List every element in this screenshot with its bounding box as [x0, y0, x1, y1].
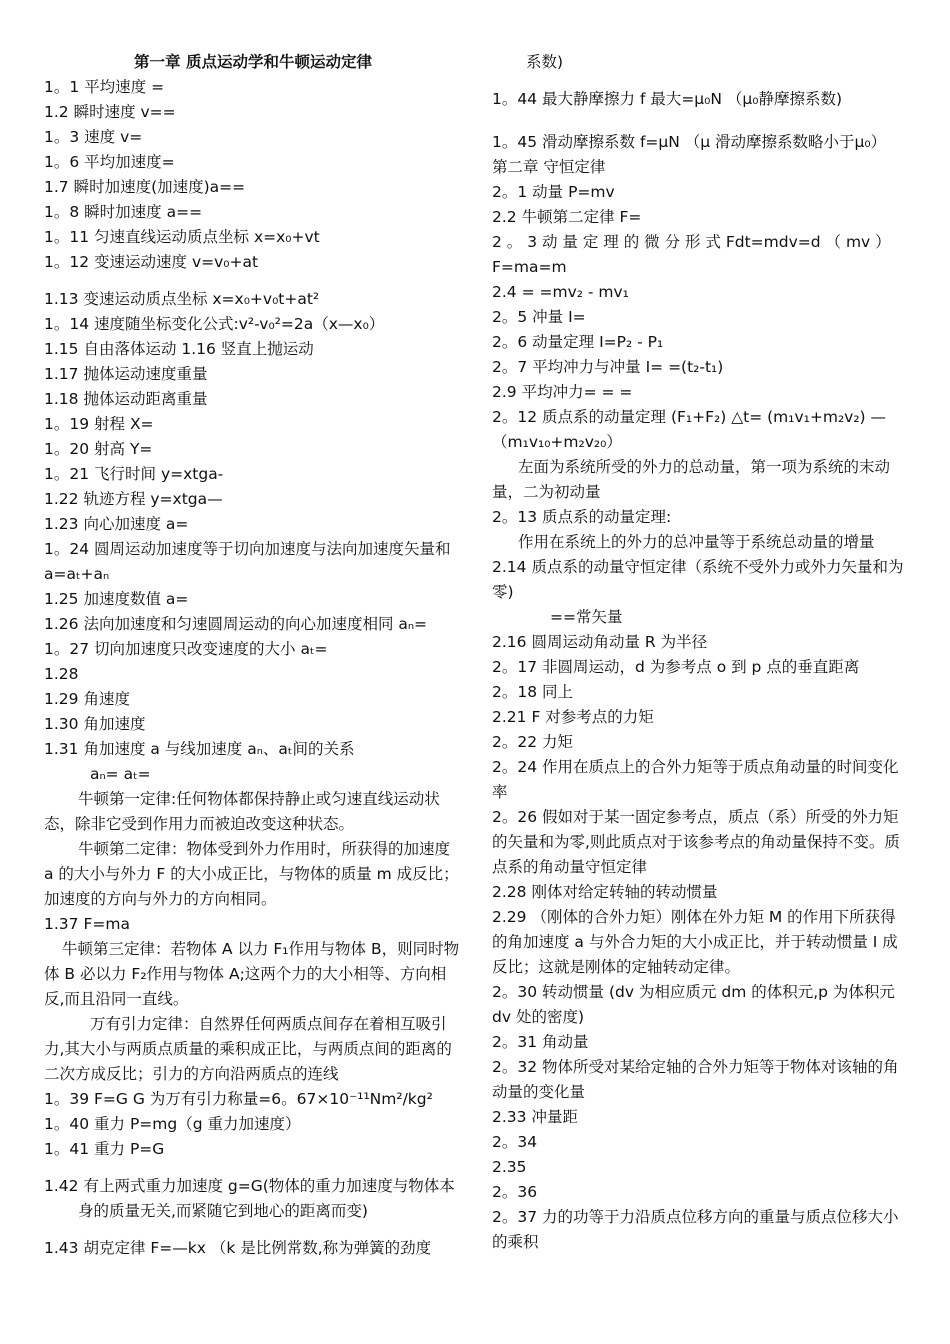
formula-line: 1.30 角加速度 [44, 715, 146, 733]
formula-line: 2.16 圆周运动角动量 R 为半径 [492, 633, 708, 651]
law-paragraph: 牛顿第二定律：物体受到外力作用时，所获得的加速度 a 的大小与外力 F 的大小成正比，与物体的质量 m 成反比；加速度的方向与外力的方向相同。 [44, 840, 459, 908]
formula-line: 2.4 = =mv₂ - mv₁ [492, 283, 629, 301]
formula-paragraph: 2。32 物体所受对某给定轴的合外力矩等于物体对该轴的角动量的变化量 [492, 1058, 899, 1101]
formula-line: 1.25 加速度数值 a= [44, 590, 189, 608]
formula-line: 2。6 动量定理 I=P₂ - P₁ [492, 333, 664, 351]
formula-line: 1。1 平均速度 = [44, 78, 165, 96]
explanation-paragraph: 左面为系统所受的外力的总动量，第一项为系统的末动量，二为初动量 [492, 458, 891, 501]
formula-line: 1.15 自由落体运动 1.16 竖直上抛运动 [44, 340, 314, 358]
formula-paragraph: 2.29 （刚体的合外力矩）刚体在外力矩 M 的作用下所获得的角加速度 a 与外合力矩的大小成正比，并于转动惯量 I 成反比；这就是刚体的定轴转动定律。 [492, 908, 898, 976]
formula-line: 1.22 轨迹方程 y=xtga— [44, 490, 223, 508]
formula-line: 1。44 最大静摩擦力 f 最大=μ₀N （μ₀静摩擦系数) [492, 90, 843, 108]
formula-line: 1。3 速度 v= [44, 128, 143, 146]
formula-line: 1.26 法向加速度和匀速圆周运动的向心加速度相同 aₙ= [44, 615, 428, 633]
formula-line: 1。12 变速运动速度 v=v₀+at [44, 253, 259, 271]
formula-line: 1.31 角加速度 a 与线加速度 aₙ、aₜ间的关系 [44, 740, 355, 758]
formula-line: 2.28 刚体对给定转轴的转动惯量 [492, 883, 718, 901]
formula-line: 1.7 瞬时加速度(加速度)a== [44, 178, 246, 196]
formula-line: 2.9 平均冲力= = = [492, 383, 633, 401]
formula-line: 1.13 变速运动质点坐标 x=x₀+v₀t+at² [44, 290, 320, 308]
formula-paragraph: 1。45 滑动摩擦系数 f=μN （μ 滑动摩擦系数略小于μ₀） [492, 133, 887, 151]
formula-paragraph: 2。24 作用在质点上的合外力矩等于质点角动量的时间变化率 [492, 758, 899, 801]
formula-line: 1.37 F=ma [44, 915, 130, 933]
formula-line: 2.2 牛顿第二定律 F= [492, 208, 642, 226]
formula-line: 1。11 匀速直线运动质点坐标 x=x₀+vt [44, 228, 320, 246]
left-column [44, 50, 462, 1261]
formula-paragraph: 2。37 力的功等于力沿质点位移方向的重量与质点位移大小的乘积 [492, 1208, 899, 1251]
formula-paragraph: 2 。 3 动 量 定 理 的 微 分 形 式 Fdt=mdv=d （ mv ）F=ma=m [492, 233, 891, 276]
formula-line: 1。41 重力 P=G [44, 1140, 165, 1158]
formula-line: 2。17 非圆周运动，d 为参考点 o 到 p 点的垂直距离 [492, 658, 860, 676]
law-paragraph: 牛顿第一定律:任何物体都保持静止或匀速直线运动状态，除非它受到作用力而被迫改变这种状态。 [44, 790, 440, 833]
chapter-title: 第二章 守恒定律 [492, 158, 606, 176]
formula-line: 1.18 抛体运动距离重量 [44, 390, 208, 408]
formula-paragraph: 2。12 质点系的动量定理 (F₁+F₂) △t= (m₁v₁+m₂v₂) —（m₁v₁₀+m₂v₂₀） [492, 408, 887, 451]
formula-line: 1。40 重力 P=mg（g 重力加速度） [44, 1115, 301, 1133]
formula-line: 2。18 同上 [492, 683, 574, 701]
formula-line: 1.28 [44, 665, 79, 683]
formula-line: 2。36 [492, 1183, 538, 1201]
formula-line: 1。39 F=G G 为万有引力称量=6。67×10⁻¹¹Nm²/kg² [44, 1090, 433, 1108]
formula-line: ==常矢量 [550, 608, 623, 626]
formula-line: 1。6 平均加速度= [44, 153, 175, 171]
formula-line: 1。27 切向加速度只改变速度的大小 aₜ= [44, 640, 328, 658]
formula-line: 1。19 射程 X= [44, 415, 154, 433]
formula-line: 1.29 角速度 [44, 690, 130, 708]
formula-line: 系数) [526, 53, 564, 71]
formula-line: 作用在系统上的外力的总冲量等于系统总动量的增量 [518, 533, 875, 551]
formula-line: 2.33 冲量距 [492, 1108, 578, 1126]
formula-line: 2.35 [492, 1158, 527, 1176]
formula-line: 2。13 质点系的动量定理: [492, 508, 672, 526]
formula-line: 2。22 力矩 [492, 733, 574, 751]
formula-paragraph: 2。30 转动惯量 (dv 为相应质元 dm 的体积元,p 为体积元 dv 处的密度) [492, 983, 895, 1026]
formula-paragraph: 1。24 圆周运动加速度等于切向加速度与法向加速度矢量和 a=aₜ+aₙ [44, 540, 451, 583]
right-column [492, 50, 910, 1255]
law-paragraph: 牛顿第三定律：若物体 A 以力 F₁作用与物体 B，则同时物体 B 必以力 F₂作用与物体 A;这两个力的大小相等、方向相反,而且沿同一直线。 [44, 940, 460, 1008]
formula-line: aₙ= aₜ= [90, 765, 151, 783]
formula-paragraph: 2.14 质点系的动量守恒定律（系统不受外力或外力矢量和为零) [492, 558, 904, 601]
formula-line: 1。8 瞬时加速度 a== [44, 203, 203, 221]
formula-line: 1。20 射高 Y= [44, 440, 153, 458]
formula-line: 1。14 速度随坐标变化公式:v²-v₀²=2a（x—x₀） [44, 315, 385, 333]
formula-line: 1。21 飞行时间 y=xtga- [44, 465, 224, 483]
formula-line: 2。5 冲量 I= [492, 308, 586, 326]
formula-line: 2。34 [492, 1133, 538, 1151]
formula-line: 1.17 抛体运动速度重量 [44, 365, 208, 383]
formula-line: 2.21 F 对参考点的力矩 [492, 708, 654, 726]
formula-line: 1.2 瞬时速度 v== [44, 103, 176, 121]
chapter-title: 第一章 质点运动学和牛顿运动定律 [134, 53, 372, 71]
formula-paragraph: 2。26 假如对于某一固定参考点，质点（系）所受的外力矩的矢量和为零,则此质点对于该参考点的角动量保持不变。质点系的角动量守恒定律 [492, 808, 900, 876]
formula-line: 2。31 角动量 [492, 1033, 589, 1051]
formula-line: 1.23 向心加速度 a= [44, 515, 189, 533]
formula-line: 2。7 平均冲力与冲量 I= =(t₂-t₁) [492, 358, 724, 376]
formula-line: 1.43 胡克定律 F=—kx （k 是比例常数,称为弹簧的劲度 [44, 1239, 432, 1257]
formula-line: 2。1 动量 P=mv [492, 183, 615, 201]
law-paragraph: 万有引力定律：自然界任何两质点间存在着相互吸引力,其大小与两质点质量的乘积成正比，与两质点间的距离的二次方成反比；引力的方向沿两质点的连线 [44, 1015, 452, 1083]
formula-paragraph: 1.42 有上两式重力加速度 g=G(物体的重力加速度与物体本身的质量无关,而紧随它到地心的距离而变) [44, 1177, 455, 1220]
